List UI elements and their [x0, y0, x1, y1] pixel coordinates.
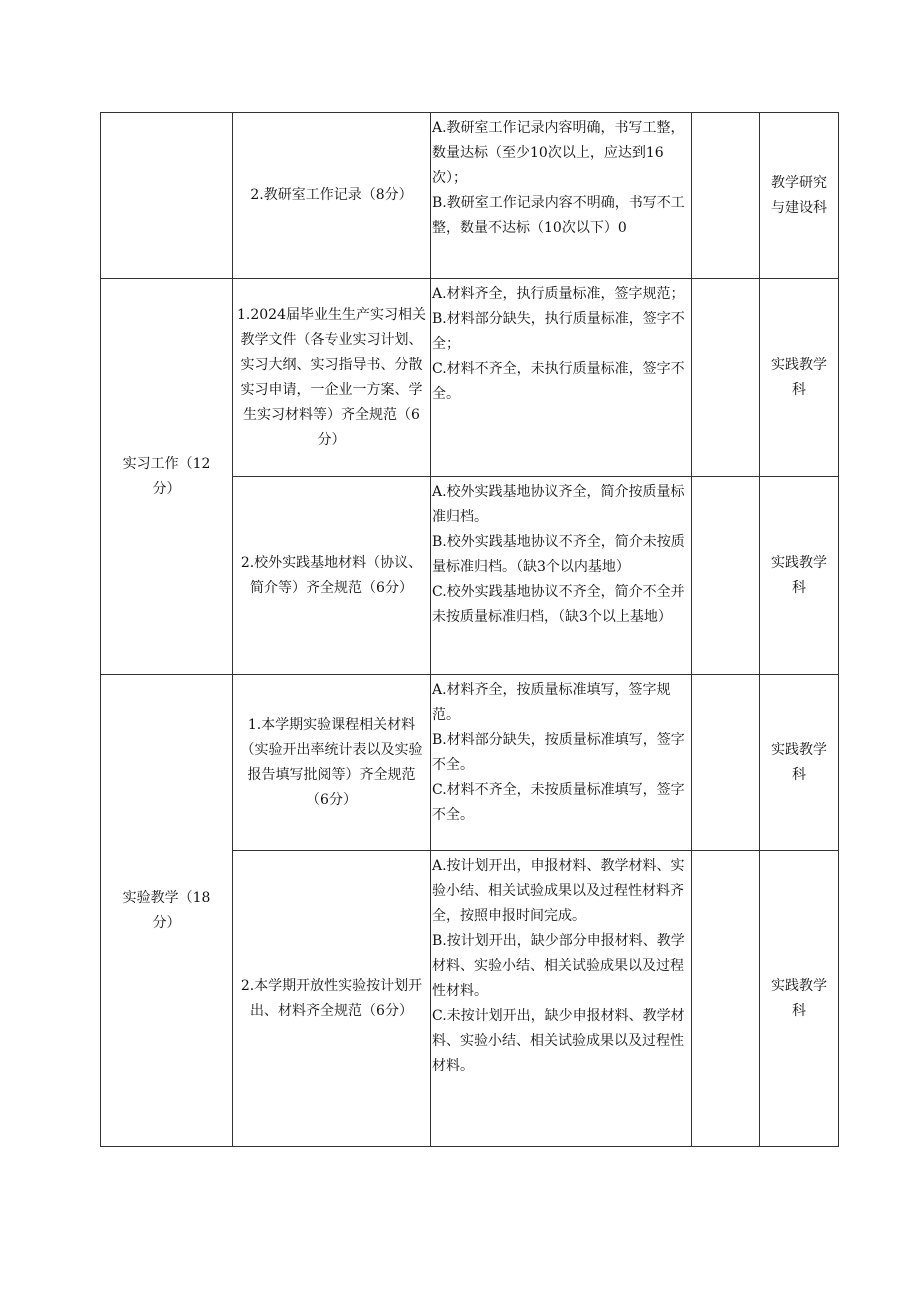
criteria-line: B.材料部分缺失，按质量标准填写，签字不全。 [432, 732, 685, 773]
criteria-line: C.校外实践基地协议不齐全，简介不全并未按质量标准归档，（缺3个以上基地） [432, 584, 685, 625]
criteria-cell [431, 851, 692, 1147]
department-cell: 实践教学科 [760, 675, 839, 851]
criteria-cell [431, 113, 692, 279]
criteria-line: B.校外实践基地协议不齐全，简介未按质量标准归档。（缺3个以内基地） [432, 534, 685, 575]
criteria-line: C.材料不齐全，未按质量标准填写，签字不全。 [432, 782, 685, 823]
score-cell[interactable] [692, 675, 760, 851]
department-cell: 实践教学科 [760, 279, 839, 477]
criteria-line: A.校外实践基地协议齐全，简介按质量标准归档。 [432, 484, 685, 525]
criteria-line: B.按计划开出，缺少部分申报材料、教学材料、实验小结、相关试验成果以及过程性材料。 [432, 933, 685, 999]
evaluation-table [100, 112, 839, 1147]
score-cell[interactable] [692, 279, 760, 477]
criteria-line: B.教研室工作记录内容不明确，书写不工整，数量不达标（10次以下）0 [432, 195, 685, 236]
criteria-line: A.教研室工作记录内容明确，书写工整，数量达标（至少10次以上，应达到16次）； [432, 120, 685, 186]
score-cell[interactable] [692, 851, 760, 1147]
category-cell [101, 113, 233, 279]
table-row [101, 279, 839, 477]
criteria-cell [431, 279, 692, 477]
item-cell: 2.教研室工作记录（8分） [233, 113, 431, 279]
criteria-cell [431, 675, 692, 851]
item-cell: 2.本学期开放性实验按计划开出、材料齐全规范（6分） [233, 851, 431, 1147]
department-cell: 实践教学科 [760, 477, 839, 675]
table-row [101, 675, 839, 851]
item-cell: 2.校外实践基地材料（协议、简介等）齐全规范（6分） [233, 477, 431, 675]
criteria-line: A.按计划开出，申报材料、教学材料、实验小结、相关试验成果以及过程性材料齐全，按照申报时间完成。 [432, 858, 685, 924]
department-cell: 实践教学科 [760, 851, 839, 1147]
table-row [101, 113, 839, 279]
score-cell[interactable] [692, 113, 760, 279]
item-cell: 1.本学期实验课程相关材料（实验开出率统计表以及实验报告填写批阅等）齐全规范（6分） [233, 675, 431, 851]
criteria-line: B.材料部分缺失，执行质量标准，签字不全； [432, 311, 685, 352]
category-cell: 实验教学（18分） [101, 675, 233, 1147]
department-cell: 教学研究与建设科 [760, 113, 839, 279]
criteria-line: A.材料齐全，按质量标准填写，签字规范。 [432, 682, 671, 723]
criteria-line: A.材料齐全，执行质量标准，签字规范； [432, 286, 685, 302]
criteria-line: C.材料不齐全，未执行质量标准，签字不全。 [432, 361, 685, 402]
item-cell: 1.2024届毕业生生产实习相关教学文件（各专业实习计划、实习大纲、实习指导书、分散实习申请，一企业一方案、学生实习材料等）齐全规范（6分） [233, 279, 431, 477]
criteria-cell [431, 477, 692, 675]
category-cell: 实习工作（12分） [101, 279, 233, 675]
score-cell[interactable] [692, 477, 760, 675]
criteria-line: C.未按计划开出，缺少申报材料、教学材料、实验小结、相关试验成果以及过程性材料。 [432, 1008, 685, 1074]
